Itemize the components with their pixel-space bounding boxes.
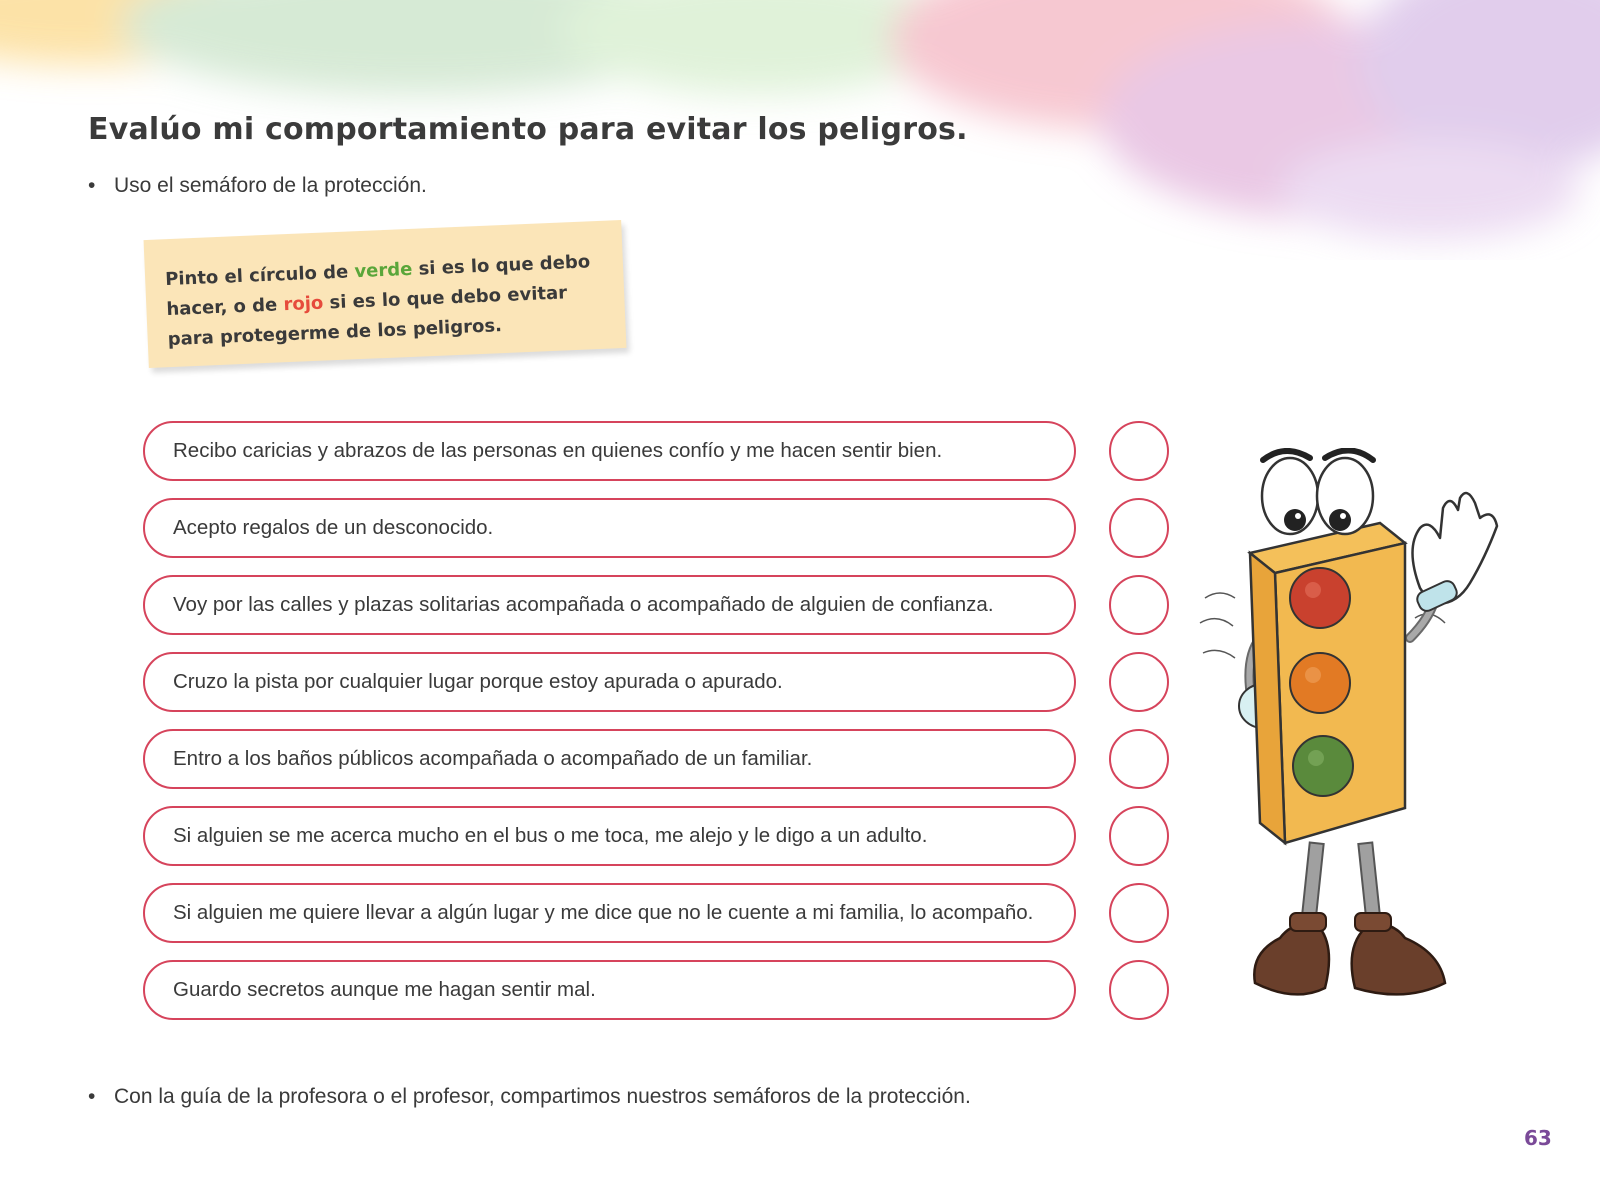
instruction-text: Uso el semáforo de la protección. xyxy=(114,174,427,197)
note-green-word: verde xyxy=(354,258,413,283)
answer-circle[interactable] xyxy=(1109,498,1169,558)
answer-circle[interactable] xyxy=(1109,421,1169,481)
note-text-part: si es lo que debo evitar para protegerme de los peligros. xyxy=(167,282,568,351)
note-text-part: Pinto el círculo de xyxy=(164,261,355,291)
note-text-part: si es lo que debo hacer, o de xyxy=(166,251,591,321)
bullet-dot-icon: • xyxy=(88,1085,96,1108)
answer-circle[interactable] xyxy=(1109,883,1169,943)
bullet-dot-icon: • xyxy=(88,174,96,197)
statement-box xyxy=(143,498,1076,558)
statement-row xyxy=(143,575,1163,635)
statement-row xyxy=(143,729,1163,789)
statement-row xyxy=(143,960,1163,1020)
statement-row xyxy=(143,652,1163,712)
page-title: Evalúo mi comportamiento para evitar los peligros. xyxy=(88,112,968,147)
statement-row xyxy=(143,806,1163,866)
statement-box xyxy=(143,883,1076,943)
traffic-light-mascot-icon xyxy=(1195,448,1525,1028)
answer-circle[interactable] xyxy=(1109,652,1169,712)
statement-box xyxy=(143,652,1076,712)
statement-box xyxy=(143,806,1076,866)
statement-text: Entro a los baños públicos acompañada o acompañado de un familiar. xyxy=(173,747,813,770)
instruction-bullet xyxy=(88,174,427,198)
closing-text: Con la guía de la profesora o el profesor, compartimos nuestros semáforos de la protección. xyxy=(114,1085,971,1108)
sticky-note xyxy=(144,220,627,368)
statement-row xyxy=(143,498,1163,558)
statement-text: Si alguien me quiere llevar a algún lugar y me dice que no le cuente a mi familia, lo acompaño. xyxy=(173,901,1034,924)
statement-text: Voy por las calles y plazas solitarias acompañada o acompañado de alguien de confianza. xyxy=(173,593,994,616)
statement-text: Guardo secretos aunque me hagan sentir mal. xyxy=(173,978,596,1001)
statement-row xyxy=(143,883,1163,943)
answer-circle[interactable] xyxy=(1109,729,1169,789)
statement-text: Cruzo la pista por cualquier lugar porque estoy apurada o apurado. xyxy=(173,670,783,693)
statement-box xyxy=(143,729,1076,789)
statement-text: Recibo caricias y abrazos de las personas en quienes confío y me hacen sentir bien. xyxy=(173,439,943,462)
answer-circle[interactable] xyxy=(1109,575,1169,635)
statement-text: Acepto regalos de un desconocido. xyxy=(173,516,494,539)
statement-text: Si alguien se me acerca mucho en el bus o me toca, me alejo y le digo a un adulto. xyxy=(173,824,928,847)
statement-row xyxy=(143,421,1163,481)
note-text xyxy=(144,220,626,356)
statement-box xyxy=(143,575,1076,635)
answer-circle[interactable] xyxy=(1109,806,1169,866)
statement-box xyxy=(143,421,1076,481)
answer-circle[interactable] xyxy=(1109,960,1169,1020)
page-number: 63 xyxy=(1524,1126,1552,1150)
note-red-word: rojo xyxy=(283,292,324,316)
statement-box xyxy=(143,960,1076,1020)
closing-bullet xyxy=(88,1085,971,1109)
